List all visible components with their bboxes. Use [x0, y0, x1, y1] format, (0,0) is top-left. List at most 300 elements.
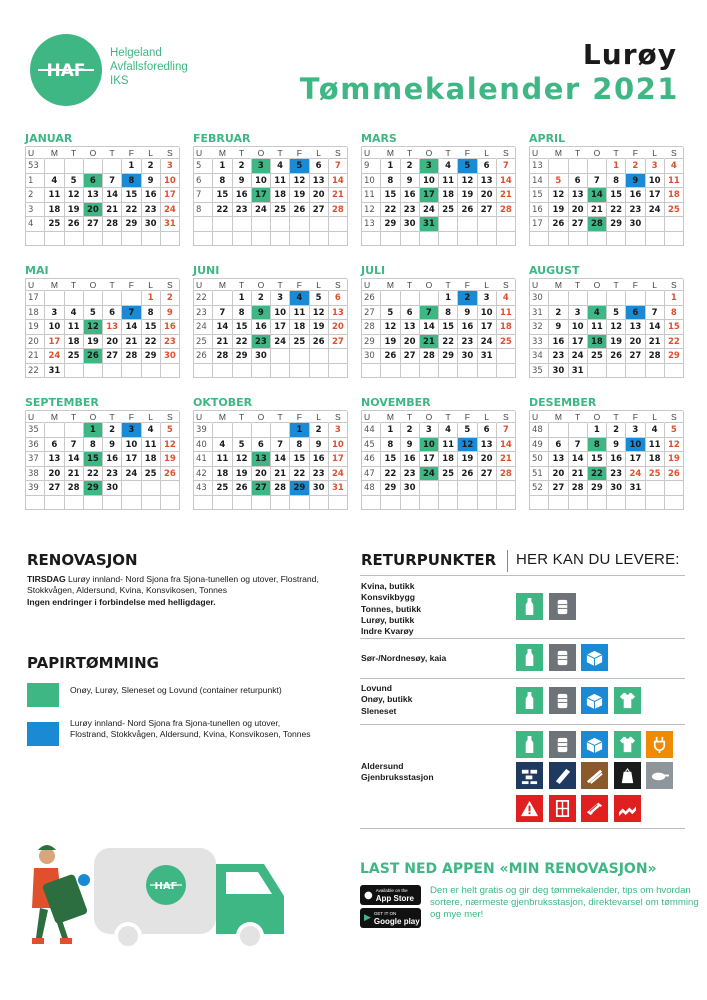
day-header: T	[607, 411, 626, 423]
day-cell: 8	[381, 438, 400, 453]
day-cell	[271, 217, 290, 232]
day-cell: 10	[329, 438, 348, 453]
garbage-truck-illustration	[18, 838, 298, 958]
day-cell: 8	[588, 438, 607, 453]
week-number: 22	[194, 291, 213, 306]
day-header: L	[478, 279, 497, 291]
returpunkt-location: Onøy, butikk	[361, 694, 413, 705]
day-cell: 27	[45, 481, 64, 496]
month-name: AUGUST	[529, 264, 580, 277]
day-cell: 10	[420, 438, 439, 453]
returpunkt-row-divider	[360, 638, 685, 639]
week-number	[26, 496, 45, 511]
day-cell: 9	[626, 174, 645, 189]
day-header: F	[458, 147, 477, 159]
day-cell: 2	[626, 159, 645, 174]
day-cell: 21	[646, 335, 665, 350]
week-number: 53	[26, 159, 45, 174]
week-number: 20	[26, 335, 45, 350]
badge-big-text: Google play	[373, 917, 420, 926]
day-cell: 13	[478, 438, 497, 453]
day-cell: 16	[233, 188, 252, 203]
renovasjon-day: TIRSDAG	[27, 574, 66, 584]
day-cell: 13	[401, 320, 420, 335]
day-cell: 24	[252, 203, 271, 218]
day-header: T	[233, 147, 252, 159]
app-store-badge[interactable]	[360, 885, 421, 905]
day-cell	[381, 496, 400, 511]
day-header: T	[103, 147, 122, 159]
renovasjon-note: Ingen endringer i forbindelse med helligdager.	[27, 596, 216, 607]
day-header: U	[362, 279, 381, 291]
metal-pan-icon	[646, 762, 673, 789]
day-cell: 6	[478, 159, 497, 174]
day-cell: 8	[84, 438, 103, 453]
day-cell	[45, 423, 64, 438]
day-header: L	[142, 279, 161, 291]
day-cell: 12	[233, 452, 252, 467]
day-cell: 25	[497, 335, 516, 350]
week-number	[530, 232, 549, 247]
day-cell: 14	[646, 320, 665, 335]
day-header: F	[290, 411, 309, 423]
day-cell: 29	[381, 217, 400, 232]
day-cell	[252, 423, 271, 438]
day-cell: 14	[65, 452, 84, 467]
day-cell: 18	[271, 188, 290, 203]
day-cell: 7	[103, 174, 122, 189]
day-cell: 22	[607, 203, 626, 218]
haf-logo	[30, 34, 102, 106]
day-cell: 19	[233, 467, 252, 482]
day-cell	[626, 364, 645, 379]
day-cell: 27	[84, 217, 103, 232]
day-cell: 17	[329, 452, 348, 467]
textile-icon	[614, 687, 641, 714]
day-cell: 19	[665, 452, 684, 467]
electronics-plug-icon	[646, 731, 673, 758]
day-header: M	[213, 411, 232, 423]
returpunkt-locations	[361, 581, 421, 637]
day-cell	[665, 496, 684, 511]
day-cell: 30	[626, 217, 645, 232]
day-cell: 12	[310, 306, 329, 321]
day-cell: 3	[252, 159, 271, 174]
week-number: 13	[530, 159, 549, 174]
day-cell: 24	[420, 203, 439, 218]
play-icon: ▶	[364, 913, 371, 923]
month-table	[529, 410, 683, 510]
residual-waste-icon	[614, 762, 641, 789]
day-cell: 20	[549, 467, 568, 482]
day-cell: 10	[420, 174, 439, 189]
day-cell	[213, 217, 232, 232]
day-cell	[65, 291, 84, 306]
day-cell: 28	[646, 349, 665, 364]
returpunkt-location: Aldersund	[361, 761, 404, 771]
day-cell: 18	[665, 188, 684, 203]
day-cell: 9	[401, 438, 420, 453]
day-cell: 13	[45, 452, 64, 467]
day-header: L	[310, 411, 329, 423]
day-cell	[420, 232, 439, 247]
day-header: O	[588, 279, 607, 291]
day-cell: 25	[439, 467, 458, 482]
day-cell	[103, 159, 122, 174]
day-cell: 30	[458, 349, 477, 364]
returpunkt-location: Sør-/Nordnesøy, kaia	[361, 653, 447, 663]
month-januar	[25, 131, 179, 246]
month-name: JUNI	[193, 264, 220, 277]
month-table	[529, 146, 683, 246]
day-cell: 31	[329, 481, 348, 496]
day-cell: 31	[420, 217, 439, 232]
day-header: M	[45, 147, 64, 159]
day-cell: 1	[439, 291, 458, 306]
day-cell	[569, 232, 588, 247]
day-cell: 16	[458, 320, 477, 335]
day-header: O	[420, 147, 439, 159]
day-header: T	[271, 411, 290, 423]
svg-text:HAF: HAF	[154, 881, 178, 892]
week-number	[362, 364, 381, 379]
day-cell: 26	[458, 467, 477, 482]
month-table	[193, 410, 347, 510]
day-cell	[497, 364, 516, 379]
day-header: O	[420, 279, 439, 291]
month-table	[361, 146, 515, 246]
day-header: T	[271, 147, 290, 159]
returpunkt-row-divider	[360, 575, 685, 576]
day-header: S	[497, 279, 516, 291]
week-number: 30	[362, 349, 381, 364]
week-number: 44	[362, 423, 381, 438]
day-cell: 7	[271, 438, 290, 453]
day-header: U	[530, 147, 549, 159]
haf-logo-mark	[38, 56, 94, 84]
day-cell: 6	[84, 174, 103, 189]
day-cell: 7	[213, 306, 232, 321]
day-cell: 27	[626, 349, 645, 364]
week-number: 6	[194, 174, 213, 189]
day-cell: 18	[142, 452, 161, 467]
day-cell	[420, 481, 439, 496]
day-cell: 5	[607, 306, 626, 321]
returpunkt-location: Kvina, butikk	[361, 581, 415, 591]
day-cell: 21	[103, 203, 122, 218]
day-cell: 17	[478, 320, 497, 335]
day-cell	[65, 364, 84, 379]
day-cell: 4	[290, 291, 309, 306]
day-cell: 30	[103, 481, 122, 496]
day-cell: 9	[310, 438, 329, 453]
day-cell: 30	[142, 217, 161, 232]
day-cell: 7	[646, 306, 665, 321]
day-cell: 9	[252, 306, 271, 321]
apple-icon: ●	[364, 889, 373, 901]
day-cell	[626, 232, 645, 247]
week-number: 25	[194, 335, 213, 350]
day-header: F	[458, 411, 477, 423]
day-cell: 22	[84, 467, 103, 482]
day-cell: 18	[290, 320, 309, 335]
legend-green-swatch	[27, 683, 59, 707]
day-cell: 24	[271, 335, 290, 350]
day-cell: 19	[607, 335, 626, 350]
window-icon	[549, 795, 576, 822]
day-cell: 20	[329, 320, 348, 335]
day-cell: 15	[84, 452, 103, 467]
day-cell	[213, 232, 232, 247]
week-number	[26, 232, 45, 247]
day-cell: 11	[665, 174, 684, 189]
week-number	[194, 364, 213, 379]
day-cell	[607, 364, 626, 379]
day-cell: 22	[122, 203, 141, 218]
day-cell: 11	[271, 174, 290, 189]
day-cell	[588, 159, 607, 174]
day-cell	[458, 217, 477, 232]
heading-divider	[507, 550, 508, 572]
day-cell: 25	[646, 467, 665, 482]
day-cell: 17	[420, 452, 439, 467]
day-cell: 9	[233, 174, 252, 189]
day-cell: 26	[290, 203, 309, 218]
day-cell: 8	[665, 306, 684, 321]
day-header: L	[310, 279, 329, 291]
returpunkter-heading: RETURPUNKTER	[361, 551, 497, 569]
day-cell: 17	[122, 452, 141, 467]
day-cell: 7	[329, 159, 348, 174]
day-cell: 1	[290, 423, 309, 438]
day-cell: 13	[626, 320, 645, 335]
day-cell: 24	[122, 467, 141, 482]
day-cell: 18	[65, 335, 84, 350]
day-header: O	[420, 411, 439, 423]
day-cell	[549, 159, 568, 174]
can-icon	[549, 687, 576, 714]
day-cell	[122, 291, 141, 306]
month-mai	[25, 263, 179, 378]
week-number: 23	[194, 306, 213, 321]
week-number: 17	[26, 291, 45, 306]
day-cell: 19	[161, 452, 180, 467]
day-cell: 27	[329, 335, 348, 350]
google-play-badge[interactable]	[360, 908, 421, 928]
day-cell: 5	[549, 174, 568, 189]
day-cell: 27	[549, 481, 568, 496]
renovasjon-text	[27, 574, 327, 608]
returpunkt-row-divider	[360, 724, 685, 725]
month-juli	[361, 263, 515, 378]
day-header: U	[530, 279, 549, 291]
day-cell: 24	[569, 349, 588, 364]
day-cell: 22	[439, 335, 458, 350]
day-header: T	[607, 147, 626, 159]
day-cell: 17	[45, 335, 64, 350]
month-juni	[193, 263, 347, 378]
day-cell	[84, 159, 103, 174]
day-cell: 17	[420, 188, 439, 203]
day-cell: 11	[45, 188, 64, 203]
day-cell	[646, 481, 665, 496]
day-cell: 12	[458, 174, 477, 189]
day-cell: 11	[497, 306, 516, 321]
roofing-icon	[614, 795, 641, 822]
day-header: L	[478, 411, 497, 423]
day-cell: 1	[142, 291, 161, 306]
week-number: 50	[530, 452, 549, 467]
textile-icon	[614, 731, 641, 758]
day-cell: 1	[665, 291, 684, 306]
day-cell: 3	[420, 159, 439, 174]
day-cell	[122, 481, 141, 496]
month-table	[25, 146, 179, 246]
day-cell: 10	[626, 438, 645, 453]
day-cell	[329, 217, 348, 232]
day-cell: 6	[252, 438, 271, 453]
day-cell: 11	[142, 438, 161, 453]
returpunkt-location: Lovund	[361, 683, 393, 693]
day-cell: 22	[233, 335, 252, 350]
week-number: 11	[362, 188, 381, 203]
day-cell: 10	[569, 320, 588, 335]
day-cell: 20	[478, 188, 497, 203]
day-cell: 25	[45, 217, 64, 232]
legend-green-text: Onøy, Lurøy, Sleneset og Lovund (container returpunkt)	[70, 685, 282, 695]
day-cell: 15	[233, 320, 252, 335]
day-header: S	[497, 147, 516, 159]
returpunkt-location: Sleneset	[361, 705, 397, 716]
week-number: 33	[530, 335, 549, 350]
month-desember	[529, 395, 683, 510]
day-cell: 2	[607, 423, 626, 438]
day-cell	[213, 291, 232, 306]
day-header: S	[665, 147, 684, 159]
day-cell	[213, 496, 232, 511]
day-cell: 6	[329, 291, 348, 306]
month-name: APRIL	[529, 132, 566, 145]
day-header: M	[381, 411, 400, 423]
day-cell: 31	[478, 349, 497, 364]
day-cell: 12	[290, 174, 309, 189]
day-header: S	[665, 411, 684, 423]
day-cell: 14	[420, 320, 439, 335]
day-header: O	[252, 411, 271, 423]
month-name: FEBRUAR	[193, 132, 251, 145]
day-cell	[401, 291, 420, 306]
day-cell	[142, 481, 161, 496]
day-cell	[381, 364, 400, 379]
day-cell: 22	[290, 467, 309, 482]
day-cell	[549, 496, 568, 511]
day-header: U	[194, 411, 213, 423]
day-cell	[458, 481, 477, 496]
month-name: NOVEMBER	[361, 396, 431, 409]
day-cell	[588, 232, 607, 247]
day-cell: 30	[549, 364, 568, 379]
day-header: L	[310, 147, 329, 159]
day-cell: 26	[84, 349, 103, 364]
day-cell	[252, 364, 271, 379]
day-header: M	[213, 279, 232, 291]
day-cell: 25	[588, 349, 607, 364]
day-cell	[439, 364, 458, 379]
day-cell: 15	[122, 188, 141, 203]
day-cell: 9	[549, 320, 568, 335]
day-cell: 9	[458, 306, 477, 321]
wood-icon	[581, 762, 608, 789]
day-header: U	[26, 279, 45, 291]
day-cell: 11	[439, 174, 458, 189]
day-cell: 9	[142, 174, 161, 189]
day-cell: 15	[290, 452, 309, 467]
month-name: JANUAR	[25, 132, 73, 145]
day-cell: 6	[310, 159, 329, 174]
day-cell: 23	[607, 467, 626, 482]
day-cell: 20	[45, 467, 64, 482]
day-cell: 18	[439, 188, 458, 203]
day-cell: 1	[381, 159, 400, 174]
day-cell: 5	[84, 306, 103, 321]
day-cell: 21	[569, 467, 588, 482]
day-cell: 15	[588, 452, 607, 467]
day-cell: 16	[252, 320, 271, 335]
day-cell	[497, 349, 516, 364]
day-cell: 12	[65, 188, 84, 203]
day-cell	[233, 232, 252, 247]
day-cell: 24	[329, 467, 348, 482]
cardboard-box-icon	[581, 731, 608, 758]
truck-wheel	[240, 926, 260, 946]
day-cell: 25	[290, 335, 309, 350]
day-cell: 5	[458, 423, 477, 438]
day-cell: 11	[588, 320, 607, 335]
day-cell: 29	[290, 481, 309, 496]
day-cell: 31	[161, 217, 180, 232]
day-cell: 12	[381, 320, 400, 335]
day-cell	[646, 496, 665, 511]
day-cell: 19	[549, 203, 568, 218]
day-cell: 5	[665, 423, 684, 438]
day-header: F	[626, 147, 645, 159]
day-cell: 1	[381, 423, 400, 438]
day-cell: 29	[588, 481, 607, 496]
day-cell: 23	[233, 203, 252, 218]
week-number: 34	[530, 349, 549, 364]
day-cell: 18	[213, 467, 232, 482]
week-number: 43	[194, 481, 213, 496]
day-header: S	[161, 279, 180, 291]
week-number: 38	[26, 467, 45, 482]
day-cell	[439, 232, 458, 247]
day-cell: 16	[310, 452, 329, 467]
day-header: T	[607, 279, 626, 291]
day-header: O	[84, 147, 103, 159]
week-number: 30	[530, 291, 549, 306]
day-cell	[271, 232, 290, 247]
day-cell: 19	[458, 452, 477, 467]
badge-big-text: App Store	[375, 894, 414, 903]
day-cell	[329, 364, 348, 379]
week-number: 31	[530, 306, 549, 321]
day-cell: 29	[84, 481, 103, 496]
returpunkt-location: Konsvikbygg	[361, 592, 415, 603]
day-cell: 29	[142, 349, 161, 364]
month-table	[361, 278, 515, 378]
day-cell	[458, 496, 477, 511]
week-number: 26	[194, 349, 213, 364]
